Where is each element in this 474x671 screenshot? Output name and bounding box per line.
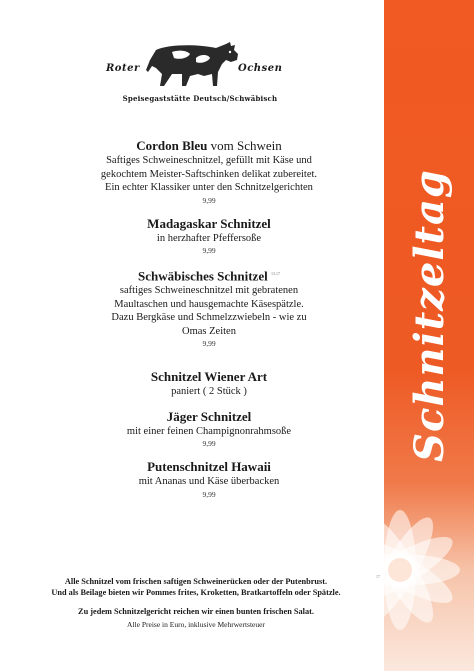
menu-item (100, 138, 318, 206)
item-description: Saftiges Schweineschnitzel, gefüllt mit Käse und gekochtem Meister-Saftschinken delikat zubereitet. Ein echter Klassiker unter den Schnitzelgerichten (100, 155, 318, 193)
item-price: 9,99 (202, 339, 216, 349)
footer-line: Und als Beilage bieten wir Pommes frites, Kroketten, Bratkartoffeln oder Spätzle. (51, 588, 341, 597)
item-name: Jäger Schnitzel (166, 408, 252, 424)
brand-right-word: Ochsen (238, 63, 283, 74)
item-price: 9,99 (202, 489, 216, 499)
item-description: mit Ananas und Käse überbacken (138, 476, 280, 488)
menu-item (100, 459, 318, 500)
allergen-note: 13,17 (270, 271, 280, 276)
item-price: 9,99 (202, 439, 216, 449)
menu-item (100, 369, 318, 399)
footer-line: Zu jedem Schnitzelgericht reichen wir einen bunten frischen Salat. (78, 607, 314, 616)
menu-item (100, 409, 318, 450)
brand-left-word: Roter (106, 63, 140, 74)
item-name: Putenschnitzel Hawaii (147, 459, 271, 475)
brand-subtitle: Speisegaststätte Deutsch/Schwäbisch (122, 94, 278, 103)
item-name: Schwäbisches Schnitzel $^{13,17}$ (138, 268, 280, 284)
item-name: Schnitzel Wiener Art (150, 369, 268, 385)
item-description: paniert ( 2 Stück ) (171, 386, 247, 398)
flower-watermark-icon (300, 460, 474, 671)
item-price: 9,99 (202, 246, 216, 255)
menu-item (100, 216, 318, 257)
item-description: mit einer feinen Champignonrahmsoße (126, 425, 292, 437)
ox-logo-icon (138, 36, 242, 92)
item-price: 9,99 (202, 195, 216, 205)
menu-list (100, 138, 318, 510)
vertical-title (386, 150, 472, 480)
menu-footer (10, 576, 382, 630)
item-description: in herzhafter Pfeffersoße (156, 232, 262, 244)
price-note: Alle Preise in Euro, inklusive Mehrwertsteuer (127, 620, 265, 629)
footer-line: Alle Schnitzel vom frischen saftigen Schweinerücken oder der Putenbrust. (64, 577, 328, 586)
title-text: Schnitzeltag (405, 168, 453, 462)
footnote-marker: 17 (376, 574, 380, 579)
menu-item (100, 266, 318, 349)
item-name: Cordon Bleu vom Schwein (136, 138, 282, 153)
item-description: saftiges Schweineschnitzel mit gebratenen Maultaschen und hausgemachte Käsespätzle. Dazu Bergkäse und Schmelzzwiebeln - wie zu Omas Zeiten (111, 285, 307, 337)
item-name: Madagaskar Schnitzel (147, 215, 271, 231)
